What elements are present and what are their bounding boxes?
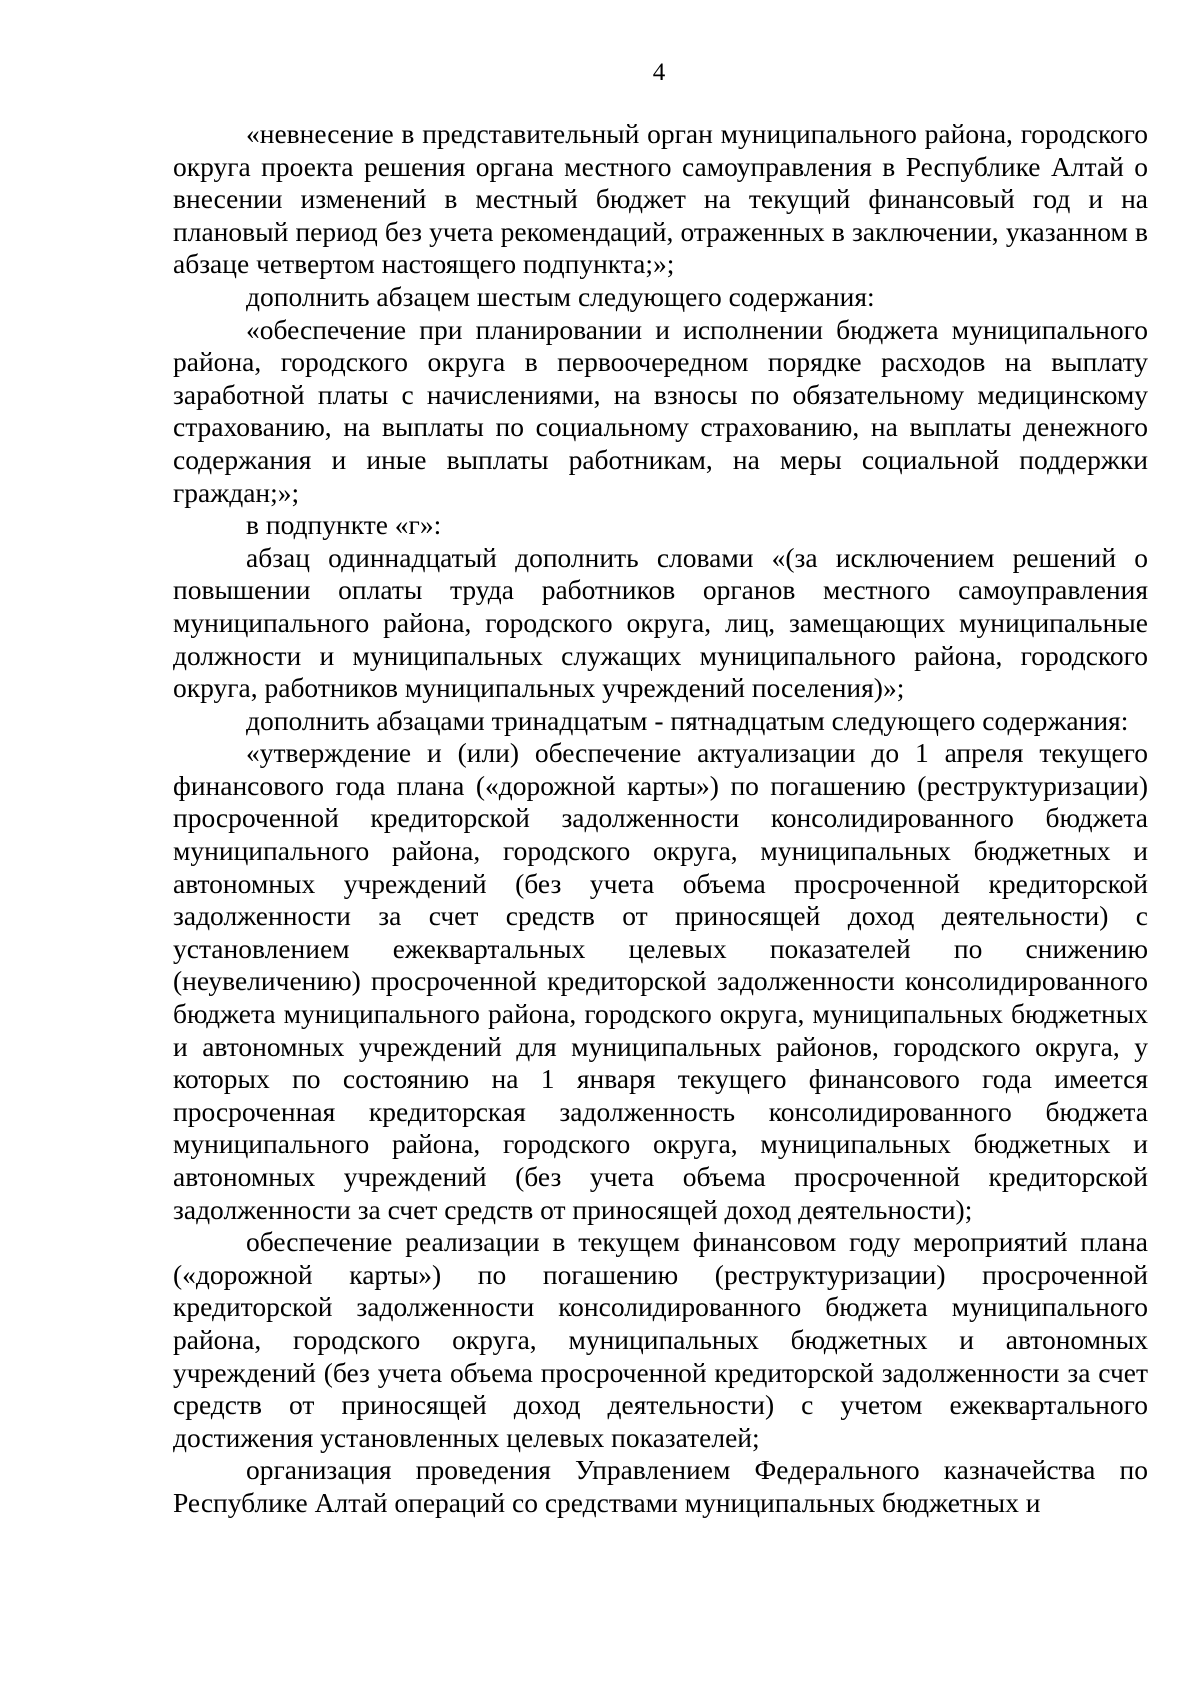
paragraph: «невнесение в представительный орган муниципального района, городского округа проекта решения органа местного самоуправления в Республике Алтай о внесении изменений в местный бюджет на текущий финансовый год и на плановый период без учета рекомендаций, отраженных в заключении, указанном в абзаце четвертом настоящего подпункта;»;: [173, 118, 1148, 280]
page-number: 4: [652, 59, 666, 86]
paragraph: «утверждение и (или) обеспечение актуализации до 1 апреля текущего финансового года плана («дорожной карты») по погашению (реструктуризации) просроченной кредиторской задолженности консолидированного бюджета муниципального района, городского округа, муниципальных бюджетных и автономных учреждений (без учета объема просроченной кредиторской задолженности за счет средств от приносящей доход деятельности) с установлением ежеквартальных целевых показателей по снижению (неувеличению) просроченной кредиторской задолженности консолидированного бюджета муниципального района, городского округа, муниципальных бюджетных и автономных учреждений для муниципальных районов, городского округа, у которых по состоянию на 1 января текущего финансового года имеется просроченная кредиторская задолженность консолидированного бюджета муниципального района, городского округа, муниципальных бюджетных и автономных учреждений (без учета объема просроченной кредиторской задолженности за счет средств от приносящей доход деятельности);: [173, 737, 1148, 1225]
paragraph: абзац одиннадцатый дополнить словами «(за исключением решений о повышении оплаты труда работников органов местного самоуправления муниципального района, городского округа, лиц, замещающих муниципальные должности и муниципальных служащих муниципального района, городского округа, работников муниципальных учреждений поселения)»;: [173, 541, 1148, 704]
paragraph: в подпункте «г»:: [246, 509, 442, 541]
paragraph: организация проведения Управлением Федерального казначейства по Республике Алтай операций со средствами муниципальных бюджетных и: [173, 1454, 1148, 1518]
paragraph: обеспечение реализации в текущем финансовом году мероприятий плана («дорожной карты») по погашению (реструктуризации) просроченной кредиторской задолженности консолидированного бюджета муниципального района, городского округа, муниципальных бюджетных и автономных учреждений (без учета объема просроченной кредиторской задолженности за счет средств от приносящей доход деятельности) с учетом ежеквартального достижения установленных целевых показателей;: [173, 1226, 1148, 1453]
paragraph: «обеспечение при планировании и исполнении бюджета муниципального района, городского округа в первоочередном порядке расходов на выплату заработной платы с начислениями, на взносы по обязательному медицинскому страхованию, на выплаты по социальному страхованию, на выплаты денежного содержания и иные выплаты работникам, на меры социальной поддержки граждан;»;: [173, 313, 1148, 508]
paragraph: дополнить абзацами тринадцатым - пятнадцатым следующего содержания:: [246, 704, 1129, 736]
document-body: [173, 118, 1148, 1520]
paragraph: дополнить абзацем шестым следующего содержания:: [246, 280, 875, 312]
